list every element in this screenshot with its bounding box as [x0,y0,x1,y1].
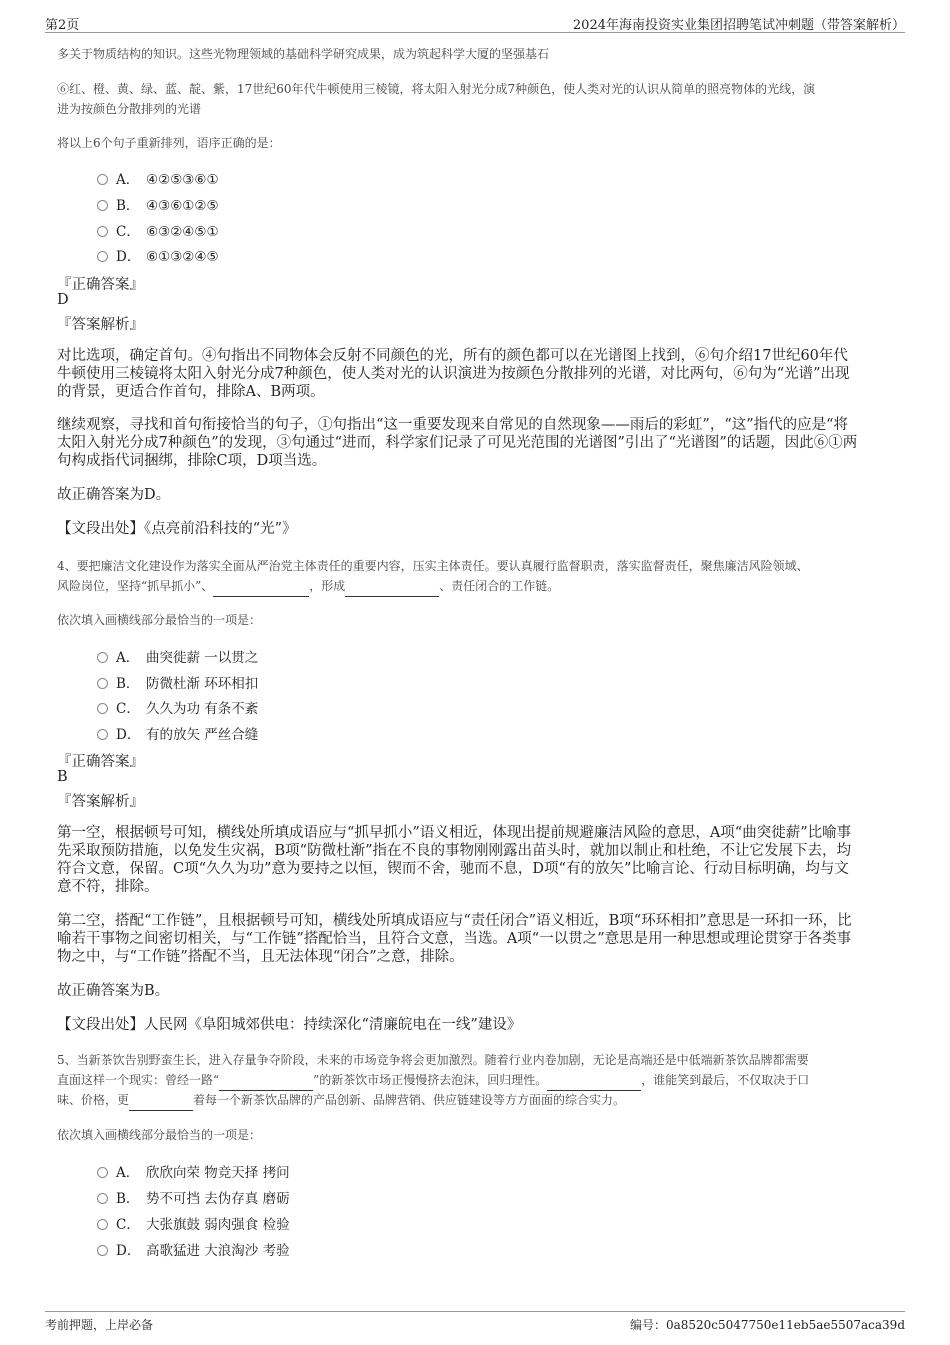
analysis-label: 『答案解析』 [57,794,144,810]
analysis-line: 对比选项，确定首句。④句指出不同物体会反射不同颜色的光，所有的颜色都可以在光谱图上找到，⑥句介绍17世纪60年代 [57,348,848,364]
radio-icon[interactable] [97,729,108,740]
analysis-line: 符合文意，保留。C项“久久为功”意为要持之以恒，锲而不舍，驰而不息，D项“有的放矢”比喻言论、行动目标明确，均与文 [57,861,849,877]
q3-option-a[interactable]: A． ④②⑤③⑥① [97,168,219,188]
q3-question: 将以上6个句子重新排列，语序正确的是： [57,136,281,150]
document-title: 2024年海南投资实业集团招聘笔试冲刺题（带答案解析） [572,18,905,33]
q3-option-b[interactable]: B． ④③⑥①②⑤ [97,194,219,214]
analysis-line: 先采取预防措施，以免发生灾祸，B项“防微杜渐”指在不良的事物刚刚露出苗头时，就加以制止和杜绝，不让它发展下去，均 [57,843,851,859]
radio-icon[interactable] [97,652,108,663]
page-header [45,12,905,33]
q5-question: 依次填入画横线部分最恰当的一项是： [57,1128,262,1142]
answer-label: 『正确答案』 [57,754,144,770]
page-number: 第2页 [45,18,80,33]
radio-icon[interactable] [97,251,108,262]
radio-icon[interactable] [97,678,108,689]
radio-icon[interactable] [97,226,108,237]
q4-text-line: 4、要把廉洁文化建设作为落实全面从严治党主体责任的重要内容，压实主体责任。要认真履行监督职责，落实监督责任，聚焦廉洁风险领域、 [57,559,809,573]
q3-option-d[interactable]: D． ⑥①③②④⑤ [97,245,219,265]
q5-option-c[interactable]: C． 大张旗鼓 弱肉强食 检验 [97,1213,290,1233]
analysis-line: 第二空，搭配“工作链”，且根据顿号可知，横线处所填成语应与“责任闭合”语义相近，B项“环环相扣”意思是一环扣一环，比 [57,913,852,929]
answer-value: B [57,769,68,785]
page-footer [45,1311,905,1340]
conclusion: 故正确答案为B。 [57,983,170,999]
radio-icon[interactable] [97,1219,108,1230]
radio-icon[interactable] [97,1245,108,1256]
radio-icon[interactable] [97,1193,108,1204]
fill-blank [129,1090,193,1111]
q3-option-c[interactable]: C． ⑥③②④⑤① [97,220,219,240]
q4-text-line: 风险岗位，坚持“抓早抓小”、 ，形成 、责任闭合的工作链。 [57,576,897,597]
analysis-line: 太阳入射光分成7种颜色”的发现，③句通过“进而，科学家们记录了可见光范围的光谱图”引出了“光谱图”的话题，因此⑥①两 [57,435,858,451]
source: 【文段出处】人民网《阜阳城郊供电：持续深化“清廉皖电在一线”建设》 [57,1017,522,1033]
q4-option-c[interactable]: C． 久久为功 有条不紊 [97,697,258,717]
conclusion: 故正确答案为D。 [57,487,171,503]
q4-option-d[interactable]: D． 有的放矢 严丝合缝 [97,723,258,743]
fill-blank [213,576,309,597]
analysis-line: 的背景，更适合作首句，排除A、B两项。 [57,384,325,400]
q5-option-a[interactable]: A． 欣欣向荣 物竞天择 拷问 [97,1161,290,1181]
q3-text-line: ⑥红、橙、黄、绿、蓝、靛、紫，17世纪60年代牛顿使用三棱镜，将太阳入射光分成7种颜色，使人类对光的认识从简单的照亮物体的光线，演 [57,82,816,96]
analysis-line: 物之中，与“工作链”搭配不当，且无法体现“闭合”之意，排除。 [57,949,464,965]
radio-icon[interactable] [97,200,108,211]
q4-option-a[interactable]: A． 曲突徙薪 一以贯之 [97,646,258,666]
analysis-line: 喻若干事物之间密切相关，与“工作链”搭配恰当，且符合文意，当选。A项“一以贯之”意思是用一种思想或理论贯穿于各类事 [57,931,852,947]
q3-text-line: 多关于物质结构的知识。这些光物理领域的基础科学研究成果，成为筑起科学大厦的坚强基石 [57,47,550,61]
source: 【文段出处】《点亮前沿科技的“光”》 [57,521,297,537]
radio-icon[interactable] [97,174,108,185]
analysis-line: 意不符，排除。 [57,879,159,895]
analysis-line: 牛顿使用三棱镜将太阳入射光分成7种颜色，使人类对光的认识演进为按颜色分散排列的光谱，对比两句，⑥句为“光谱”出现 [57,366,850,382]
answer-label: 『正确答案』 [57,277,144,293]
footer-slogan: 考前押题，上岸必备 [45,1318,154,1332]
q4-option-b[interactable]: B． 防微杜渐 环环相扣 [97,672,258,692]
q5-option-b[interactable]: B． 势不可挡 去伪存真 磨砺 [97,1187,290,1207]
fill-blank [547,1070,641,1091]
fill-blank [345,576,439,597]
radio-icon[interactable] [97,1167,108,1178]
q5-text-line: 5、当新茶饮告别野蛮生长，进入存量争夺阶段，未来的市场竞争将会更加激烈。随着行业内卷加剧，无论是高端还是中低端新茶饮品牌都需要 [57,1053,809,1067]
q5-text-line: 直面这样一个现实：曾经一路“ ”的新茶饮市场正慢慢挤去泡沫，回归理性。 ，谁能笑到最后，不仅取决于口 [57,1070,897,1091]
analysis-line: 继续观察，寻找和首句衔接恰当的句子，①句指出“这一重要发现来自常见的自然现象——雨后的彩虹”，“这”指代的应是“将 [57,417,849,433]
analysis-label: 『答案解析』 [57,317,144,333]
answer-value: D [57,292,69,308]
fill-blank [219,1070,313,1091]
q5-option-d[interactable]: D． 高歌猛进 大浪淘沙 考验 [97,1239,290,1259]
q4-question: 依次填入画横线部分最恰当的一项是： [57,613,262,627]
q3-text-line: 进为按颜色分散排列的光谱 [57,102,202,116]
document-id: 编号：0a8520c5047750e11eb5ae5507aca39d [629,1318,905,1332]
q5-text-line: 味、价格，更 着每一个新茶饮品牌的产品创新、品牌营销、供应链建设等方方面面的综合实力。 [57,1090,897,1111]
radio-icon[interactable] [97,703,108,714]
analysis-line: 句构成指代词捆绑，排除C项，D项当选。 [57,453,327,469]
analysis-line: 第一空，根据顿号可知，横线处所填成语应与“抓早抓小”语义相近，体现出提前规避廉洁风险的意思，A项“曲突徙薪”比喻事 [57,825,852,841]
